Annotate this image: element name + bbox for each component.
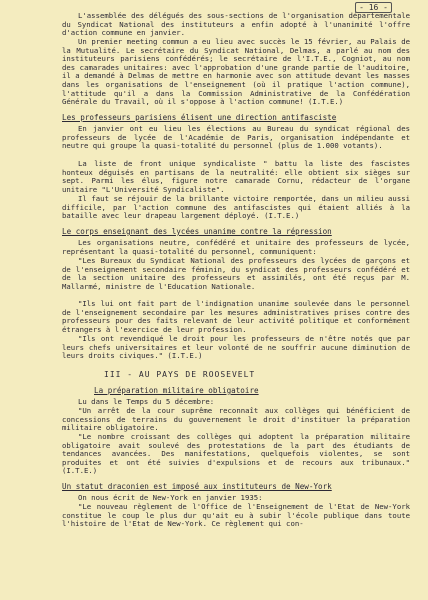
paragraph-elections: En janvier ont eu lieu les élections au Bureau du syndicat régional des professeurs de lycée de l'Académie de Paris, organisation indépendante et neutre qui groupe la quasi-totalité du personnel (plus de 1.000 votants). (62, 124, 415, 151)
paragraph-liste: La liste de front unique syndicaliste " battu la liste des fascistes honteux déguisés en partisans de la neutralité: elle obtient six sièges sur sept. Parmi les élus, figure notre camarade Cornu, rédacteur de l'organe unitaire "L'Université Syndicaliste". (62, 159, 415, 194)
paragraph-new-york-date: On nous écrit de New-York en janvier 1935: (78, 493, 263, 502)
paragraph-reglement: "Le nouveau règlement de l'Office de l'Enseignement de l'Etat de New-York constitue le coup le plus dur qu'ait eu à subir l'école publique dans toute l'histoire de l'Etat de New-York. Ce règlement qui con- (62, 502, 415, 529)
document-body (62, 11, 415, 529)
heading-preparation-militaire: La préparation militaire obligatoire (94, 386, 259, 395)
heading-corps-enseignant: Le corps enseignant des lycées unanime contre la répression (62, 227, 332, 236)
paragraph-colleges: "Le nombre croissant des collèges qui adoptent la préparation militaire obligatoire avait soulevé des protestations de la part des étudiants de tendances avancées. Des manifestations, quelquefois violentes, se sont produites et ont été suivies d'expulsions et de recours aux tribunaux." (I.T.E.) (62, 432, 415, 476)
paragraph-arret: "Un arrêt de la cour suprême reconnaît aux collèges qui bénéficient de concessions de terrains du gouvernement le droit d'instituer la préparation militaire obligatoire. (62, 406, 415, 433)
heading-professeurs-parisiens: Les professeurs parisiens élisent une direction antifasciste (62, 113, 337, 122)
paragraph-assemblee: L'assemblée des délégués des sous-sections de l'organisation départementale du Syndicat National des instituteurs a enfin adopté à l'unanimité l'offre d'action commune en janvier. (62, 11, 415, 38)
heading-statut-new-york: Un statut draconien est imposé aux instituteurs de New-York (62, 482, 332, 491)
page-number: - 16 - (355, 2, 392, 13)
paragraph-meeting: Un premier meeting commun a eu lieu avec succès le 15 février, au Palais de la Mutualité. Le secrétaire du Syndicat National, Delmas, a parlé au nom des instituteurs parisiens confédérés; le secrétaire de l'I.T.E., Cogniot, au nom des camarades unitaires: avec l'approbation d'une grande partie de l'auditoire, il a demandé à Delmas de mettre en harmonie avec son attitude devant les masses dans les organisations de l'enseignement (où il pratique l'action commune), l'attitude qu'il a dans la Commission Administrative de la Confédération Générale du Travail, où il s'oppose à l'action commune! (I.T.E.) (62, 37, 415, 107)
section-title: III - AU PAYS DE ROOSEVELT (104, 370, 256, 379)
paragraph-indignation: "Ils lui ont fait part de l'indignation unanime soulevée dans le personnel de l'enseignement secondaire par les mesures administratives prises contre des professeurs pour des faits relevant de leur activité politique et conformément étrangers à l'exercice de leur profession. (62, 299, 415, 334)
paragraph-temps: Lu dans le Temps du 5 décembre: (78, 397, 215, 406)
paragraph-victoire: Il faut se réjouir de la brillante victoire remportée, dans un milieu aussi difficile, par l'action commune des antifascistes qui étaient alliés à la bataille avec leur drapeau largement déployé. (I.T.E.) (62, 194, 415, 221)
paragraph-bureaux: "Les Bureaux du Syndicat National des professeurs des lycées de garçons et de l'enseignement secondaire féminin, du syndicat des professeurs confédéré et de la section unitaire des professeurs et assimilés, ont été reçus par M. Mallarmé, ministre de l'Education Nationale. (62, 256, 415, 291)
paragraph-organisations: Les organisations neutre, confédéré et unitaire des professeurs de lycée, représentant la quasi-totalité du personnel, communiquent: (62, 238, 415, 256)
paragraph-revendication: "Ils ont revendiqué le droit pour les professeurs de n'être notés que par leurs chefs universitaires et leur volonté de ne souffrir aucune diminution de leurs droits civiques." (I.T.E.) (62, 334, 415, 361)
